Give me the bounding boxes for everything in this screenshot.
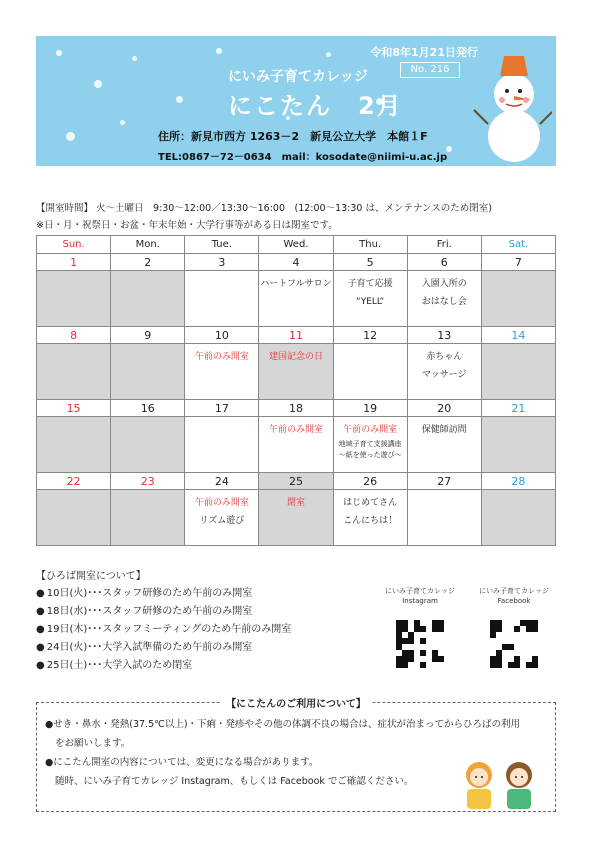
day-number: 24 <box>185 473 259 490</box>
week-row-events <box>37 417 556 473</box>
day-number: 27 <box>407 473 481 490</box>
day-event <box>111 417 185 473</box>
day-event <box>333 417 407 473</box>
day-event <box>185 271 259 327</box>
day-number: 15 <box>37 400 111 417</box>
day-event <box>333 344 407 400</box>
qr-pattern <box>396 620 444 668</box>
day-number: 9 <box>111 327 185 344</box>
usage-line: ●にこたん開室の内容については、変更になる場合があります。 <box>45 757 319 768</box>
week-row-days <box>37 473 556 490</box>
week-row-events <box>37 271 556 327</box>
day-number: 22 <box>37 473 111 490</box>
day-number: 7 <box>481 254 555 271</box>
weekday-fri: Fri. <box>407 236 481 254</box>
day-event <box>481 344 555 400</box>
day-event <box>185 417 259 473</box>
day-event <box>185 490 259 546</box>
calendar <box>36 235 556 546</box>
day-number: 18 <box>259 400 333 417</box>
day-event: 子育て応援 “YELL” <box>333 271 407 327</box>
usage-notice-box <box>36 699 556 812</box>
day-number: 4 <box>259 254 333 271</box>
snowflake-icon <box>66 132 75 141</box>
contact-info: TEL:0867－72－0634 mail：kosodate@niimi-u.ac.jp <box>158 152 448 163</box>
list-item: ● 19日(木)･･･スタッフミーティングのため午前のみ開室 <box>36 621 291 639</box>
facebook-label: にいみ子育てカレッジ <box>479 587 549 595</box>
weekday-sat: Sat. <box>481 236 555 254</box>
snowflake-icon <box>120 120 125 125</box>
day-event <box>111 344 185 400</box>
day-event <box>37 490 111 546</box>
day-number: 13 <box>407 327 481 344</box>
event-label: 午前のみ開室 <box>343 425 398 435</box>
day-event: 建国記念の日 <box>259 344 333 400</box>
address: 住所：新見市西方 1263－2 新見公立大学 本館１F <box>158 130 428 143</box>
weekday-thu: Thu. <box>333 236 407 254</box>
issue-date: 令和8年1月21日発行 <box>370 46 478 59</box>
day-number: 20 <box>407 400 481 417</box>
event-sub-label: 地域子育て支援講座 ～紙を使った遊び～ <box>338 440 402 459</box>
day-number: 1 <box>37 254 111 271</box>
snowflake-icon <box>56 50 62 56</box>
day-number: 6 <box>407 254 481 271</box>
list-item: ● 18日(水)･･･スタッフ研修のため午前のみ開室 <box>36 603 291 621</box>
facebook-qr-code[interactable] <box>490 620 538 668</box>
list-item: ● 10日(火)･･･スタッフ研修のため午前のみ開室 <box>36 585 291 603</box>
day-event <box>407 490 481 546</box>
children-illustration-icon <box>455 753 545 811</box>
day-event <box>481 490 555 546</box>
snowflake-icon <box>176 96 183 103</box>
day-number: 25 <box>259 473 333 490</box>
event-line: 午前のみ開室 <box>194 498 249 508</box>
day-event <box>37 417 111 473</box>
opening-hours: 【開室時間】 火～土曜日 9:30～12:00／13:30～16:00 (12:00～13:30 は、メンテナンスのため閉室) <box>36 203 492 214</box>
week-row-days <box>37 400 556 417</box>
weekday-wed: Wed. <box>259 236 333 254</box>
day-event: 赤ちゃん マッサージ <box>407 344 481 400</box>
day-number: 11 <box>259 327 333 344</box>
snowflake-icon <box>326 52 331 57</box>
header-banner <box>36 36 556 166</box>
qr-pattern <box>490 620 538 668</box>
day-number: 17 <box>185 400 259 417</box>
day-event <box>481 417 555 473</box>
plaza-section-title: 【ひろば開室について】 <box>36 571 146 582</box>
closed-note: ※日・月・祝祭日・お盆・年末年始・大学行事等がある日は閉室です。 <box>36 220 338 231</box>
facebook-qr-block <box>474 586 554 668</box>
day-number: 16 <box>111 400 185 417</box>
day-event: ハートフルサロン <box>259 271 333 327</box>
instagram-qr-block <box>380 586 460 668</box>
day-number: 5 <box>333 254 407 271</box>
day-number: 3 <box>185 254 259 271</box>
week-row-days <box>37 327 556 344</box>
week-row-events <box>37 344 556 400</box>
day-number: 10 <box>185 327 259 344</box>
usage-title: 【にこたんのご利用について】 <box>220 695 372 710</box>
instagram-label: にいみ子育てカレッジ <box>385 587 455 595</box>
snowman-icon <box>472 44 552 164</box>
day-number: 14 <box>481 327 555 344</box>
newsletter-subtitle: にいみ子育てカレッジ <box>228 69 368 85</box>
day-event: 午前のみ開室 <box>185 344 259 400</box>
day-number: 26 <box>333 473 407 490</box>
weekday-mon: Mon. <box>111 236 185 254</box>
day-event <box>37 271 111 327</box>
list-item: ● 25日(土)･･･大学入試のため閉室 <box>36 657 291 675</box>
usage-line: ●せき・鼻水・発熱(37.5℃以上)・下痢・発疹やその他の体調不良の場合は、症状が治まってからひろばの利用 <box>45 719 521 730</box>
day-number: 8 <box>37 327 111 344</box>
snowflake-icon <box>216 48 222 54</box>
weekday-tue: Tue. <box>185 236 259 254</box>
day-event: 保健師訪問 <box>407 417 481 473</box>
day-event <box>111 271 185 327</box>
weekday-header <box>37 236 556 254</box>
instagram-qr-code[interactable] <box>396 620 444 668</box>
day-event: 閉室 <box>259 490 333 546</box>
facebook-sub-label: Facebook <box>497 597 531 605</box>
plaza-list <box>36 585 291 675</box>
day-number: 28 <box>481 473 555 490</box>
week-row-events <box>37 490 556 546</box>
snowflake-icon <box>94 80 102 88</box>
weekday-sun: Sun. <box>37 236 111 254</box>
day-event <box>481 271 555 327</box>
day-number: 19 <box>333 400 407 417</box>
newsletter-title: にこたん 2月 <box>228 92 403 120</box>
day-event: 入園入所の おはなし会 <box>407 271 481 327</box>
day-event: 午前のみ開室 <box>259 417 333 473</box>
issue-number: No. 216 <box>400 62 460 78</box>
list-item: ● 24日(火)･･･大学入試準備のため午前のみ開室 <box>36 639 291 657</box>
day-number: 23 <box>111 473 185 490</box>
day-number: 12 <box>333 327 407 344</box>
snowflake-icon <box>132 56 137 61</box>
usage-line: 随時、にいみ子育てカレッジ Instagram、もしくは Facebook でご確認ください。 <box>55 776 414 787</box>
day-event: はじめてさん こんにちは！ <box>333 490 407 546</box>
day-event <box>37 344 111 400</box>
day-number: 2 <box>111 254 185 271</box>
event-line: リズム遊び <box>199 516 245 526</box>
day-number: 21 <box>481 400 555 417</box>
usage-line: をお願いします。 <box>55 738 131 749</box>
week-row-days <box>37 254 556 271</box>
instagram-sub-label: Instagram <box>402 597 438 605</box>
day-event <box>111 490 185 546</box>
